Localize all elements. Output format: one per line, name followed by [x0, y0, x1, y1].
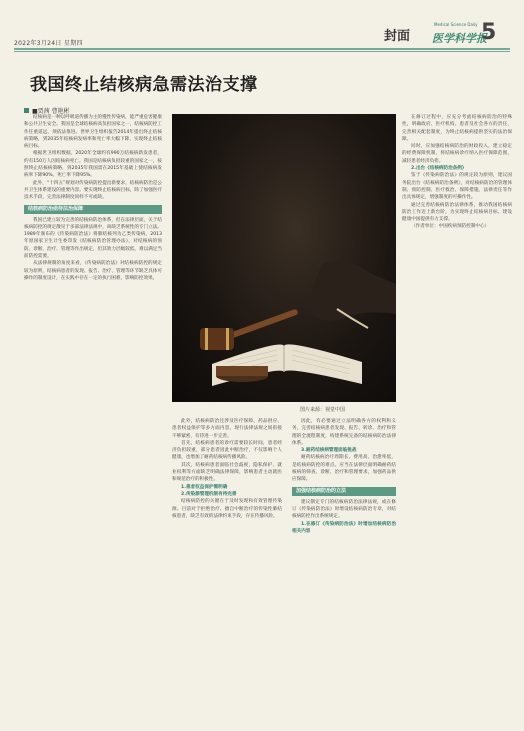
author-note: （作者单位：中国疾病预防控制中心）: [411, 224, 490, 230]
gavel-book-illustration: [172, 114, 396, 402]
article-column-3: [292, 418, 396, 726]
paragraph: 建议制定专门的结核病防治法律法规，或在修订《传染病防治法》时增设结核病防治专章，对结核病防控作出系统规定。: [292, 499, 396, 520]
subheading: 2.出台《结核病防治条例》: [411, 166, 467, 172]
section-heading: 加强结核病防治的立法: [292, 487, 396, 496]
paragraph: 同时，应加强结核病防治的财政投入，建立稳定的经费保障机制，将结核病诊疗纳入医疗保障范围，减轻患者经济负担。: [402, 144, 512, 164]
paragraph: 结核病是一种以呼吸道传播为主的慢性传染病，能严重危害健康和公共卫生安全。我国是全球结核病高负担国家之一，结核病防控工作任重道远，须依法推进。世界卫生组织报告2014年提出终止结核病策略，到2035年结核病发病率和死亡率大幅下降，实现终止结核病目标。: [24, 115, 162, 150]
section-name: 封面: [384, 29, 411, 44]
paragraph: 在修订过程中，应充分考虑结核病防治的特殊性，明确政府、医疗机构、患者及社会各方的责任，完善相关配套制度，为终止结核病提供坚实的法治保障。: [402, 115, 512, 142]
article-column-1: [24, 114, 162, 726]
article-column-2: [172, 418, 282, 726]
paragraph: 结核病防控的关键在于及时发现和有效管理传染源。目前对于拒绝治疗、擅自中断治疗的传染性肺结核患者，缺乏有效的法律约束手段，存在传播风险。: [172, 499, 282, 519]
paragraph: 我国已建立较为完善的结核病防治体系，但在法律层面，关于结核病防控的规定散见于多部法律法规中，尚缺乏系统性的专门立法。1989年颁布的《传染病防治法》将肺结核列为乙类传染病，2013年原国家卫生计生委印发《结核病防治管理办法》，对结核病的预防、诊断、治疗、管理等作出规定，但其效力层级较低，难以满足当前防控需要。: [24, 217, 162, 260]
paragraph: 通过完善结核病防治法律体系，推动我国结核病防治工作迈上新台阶，为实现终止结核病目标、建设健康中国提供有力支撑。: [402, 202, 512, 223]
section-heading: 结核病防治亟待法治保障: [24, 205, 162, 214]
header-divider: [14, 48, 510, 50]
subheading: 3.耐药结核病管理面临挑战: [301, 448, 357, 454]
page-number: 5: [481, 20, 497, 45]
article-column-4: [402, 114, 512, 726]
paragraph: 从法律规制的角度来看，《传染病防治法》对结核病防控的规定较为原则，结核病患者的发现、报告、治疗、管理等环节缺乏具体可操作的制度设计，在实践中存在一定的执行困难，影响防控效果。: [24, 261, 162, 281]
byline-marker-icon: [24, 108, 29, 113]
paragraph: 因此，有必要通过立法明确各方的权利和义务，完善结核病患者发现、报告、转诊、治疗和管理的全流程制度，构建系统完备的结核病防治法律体系。: [292, 419, 396, 446]
logo-english: Medical Science Daily: [434, 22, 478, 27]
subheading: 1.在修订《传染病防治法》时增加结核病防治相关内容: [292, 521, 396, 534]
article-photo: [172, 114, 396, 402]
issue-date: 2022年3月24日 星期四: [14, 40, 83, 47]
paragraph: 此外，结核病防治还涉及医疗保障、药品供应、患者权益保护等多方面内容，现行法律法规之间衔接不够紧密，有待进一步完善。: [172, 419, 282, 439]
article-title: 我国终止结核病急需法治支撑: [30, 75, 258, 95]
paragraph: 根据世卫组织数据，2020年全球约有990万结核病新发患者，约有150万人因结核病死亡。我国是结核病负担较重的国家之一，按照终止结核病策略，到2035年我国需在2015年基础上使结核病发病率下降90%、死亡率下降95%。: [24, 151, 162, 179]
paragraph: 此外，“十四五”规划对传染病防控提出新要求，结核病防治是公共卫生体系建设的重要内容。要实现终止结核病目标，除了加强医疗技术手段，完善法律制度同样不可或缺。: [24, 180, 162, 201]
byline-text: ■贾茜 曹艳彬: [32, 108, 70, 115]
paragraph: 首先，结核病患者的诊疗需要较长时间，患者经济负担较重，部分患者因此中断治疗，不仅影响个人健康，也增加了耐药结核病传播风险。: [172, 440, 282, 461]
paragraph: 耐药结核病治疗周期长、费用高、治愈率低，是结核病防控的难点。应当在法律层面明确耐药结核病的筛查、诊断、治疗和管理要求，加强药品供应保障。: [292, 455, 396, 483]
photo-credit: 图片来源：视觉中国: [300, 407, 346, 413]
page-header: [0, 0, 524, 56]
paragraph: 鉴于《传染病防治法》的规定较为原则，建议国务院出台《结核病防治条例》，对结核病防治的管理体制、预防控制、医疗救治、保障措施、法律责任等作出具体规定，增强制度的可操作性。: [402, 173, 512, 201]
subheading: 1.患者权益保护需明确: [181, 484, 228, 490]
paragraph: 其次，结核病患者面临社会歧视，隐私保护、就业权利等方面缺乏明确法律保障，影响患者主动就医和规范治疗的积极性。: [172, 462, 282, 483]
header-divider-thin: [14, 51, 510, 52]
newspaper-logo: 医学科学报: [432, 32, 487, 45]
subheading: 2.传染源管理机制有待完善: [181, 491, 237, 497]
